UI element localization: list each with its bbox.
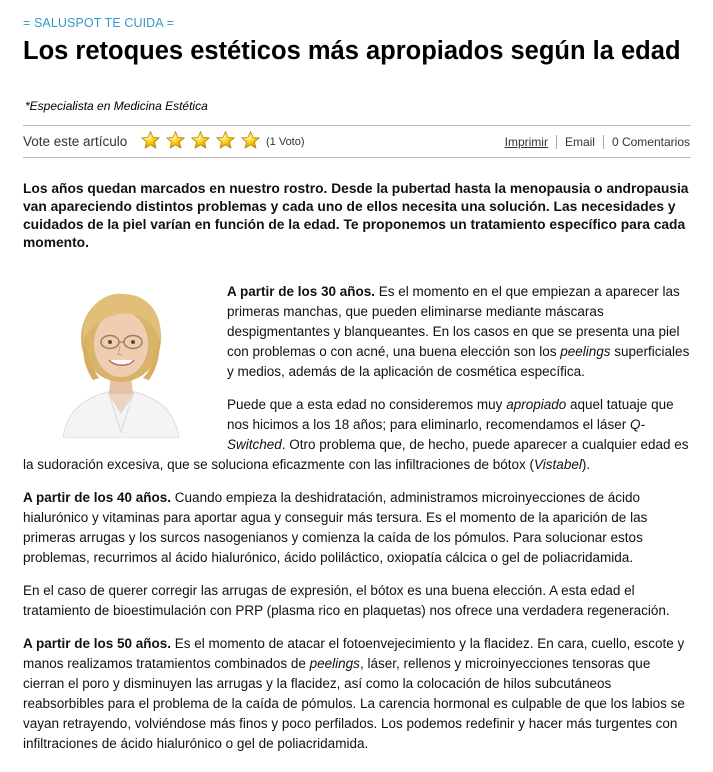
emphasis: peelings	[560, 344, 611, 359]
text-span: Es el momento de atacar el fotoenvejecimiento y la flacidez. En cara, cuello, escote y manos realizamos tratamientos combinados de	[23, 636, 685, 671]
emphasis: Q-Switched	[227, 417, 645, 452]
print-link[interactable]: Imprimir	[504, 135, 548, 149]
article-lead: Los años quedan marcados en nuestro rostro. Desde la pubertad hasta la menopausia o andropausia van apareciendo distintos problemas y cada uno de ellos necesita una solución. Las necesidades y cuidados de la piel varían en función de la edad. Te proponemos un tratamiento específico para cada momento.	[23, 181, 689, 250]
action-divider	[556, 135, 557, 149]
article-actions	[505, 135, 690, 149]
paragraph-50	[23, 634, 693, 754]
vote-label: Vote este artículo	[23, 134, 128, 149]
paragraph-40b: En el caso de querer corregir las arrugas de expresión, el bótox es una buena elección. A esta edad el tratamiento de bioestimulación con PRP (plasma rico en plaquetas) nos ofrece una verdadera regeneración.	[23, 583, 670, 618]
comments-link[interactable]: 0 Comentarios	[611, 135, 690, 149]
specialist-photo	[23, 282, 219, 438]
emphasis: peelings	[309, 656, 360, 671]
star-icon[interactable]	[165, 130, 186, 151]
text-span: , láser, rellenos y microinyecciones tensoras que cierran el poro y disminuyen las arrugas y la flacidez, así como la colocación de hilos subcutáneos reabsorbibles para el problema de la caída de pómulos. La carencia hormonal es culpable de que los labios se vayan retrayendo, volviéndose más finos y poco perfilados. Los podemos redefinir y hacer más turgentes con infiltraciones de ácido hialurónico o gel de poliacridamida.	[23, 656, 685, 751]
text-span: Puede que a esta edad no consideremos muy	[227, 397, 507, 412]
divider-bottom	[23, 157, 691, 158]
heading-40: A partir de los 40 años.	[23, 490, 172, 505]
action-divider	[603, 135, 604, 149]
author-credit: *Especialista en Medicina Estética	[25, 99, 208, 113]
text-span: . Otro problema que, de hecho, puede aparecer a cualquier edad es la sudoración excesiva, que se soluciona eficazmente con las infiltraciones de bótox (	[23, 437, 689, 472]
emphasis: Vistabel	[534, 457, 582, 472]
star-icon[interactable]	[190, 130, 211, 151]
text-span: Es el momento en el que empiezan a aparecer las primeras manchas, que pueden eliminarse mediante máscaras despigmentantes y blanqueantes. En los casos en que se presenta una piel con problemas o con acné, una buena elección son los	[227, 284, 680, 359]
vote-count: (1 Voto)	[266, 136, 305, 148]
heading-50: A partir de los 50 años.	[23, 636, 172, 651]
star-icon[interactable]	[240, 130, 261, 151]
star-icon[interactable]	[215, 130, 236, 151]
text-span: ).	[581, 457, 591, 472]
paragraph-40	[23, 488, 693, 568]
email-link[interactable]: Email	[564, 135, 595, 149]
text-span: aquel tatuaje que nos hicimos a los 18 años; para eliminarlo, recomendamos el láser	[227, 397, 674, 432]
article-title: Los retoques estéticos más apropiados según la edad	[23, 37, 681, 65]
text-span: Cuando empieza la deshidratación, administramos microinyecciones de ácido hialurónico y vitaminas para aportar agua y conseguir más tersura. Es el momento de la aparición de las primeras arrugas y los surcos nasogenianos y comienza la caída de los pómulos. Para solucionar estos problemas, recurrimos al ácido hialurónico, ácido poliláctico, oxiopatía cálcica o gel de poliacridamida.	[23, 490, 648, 565]
section-tag[interactable]: = SALUSPOT TE CUIDA =	[23, 16, 175, 30]
text-span: superficiales y medios, además de la aplicación de cosmética específica.	[227, 344, 690, 379]
portrait-image	[23, 282, 219, 438]
heading-30: A partir de los 30 años.	[227, 284, 376, 299]
rating-stars[interactable]	[140, 130, 261, 152]
divider-top	[23, 125, 691, 126]
star-icon[interactable]	[140, 130, 161, 151]
emphasis: apropiado	[506, 397, 567, 412]
article-body	[23, 180, 693, 767]
